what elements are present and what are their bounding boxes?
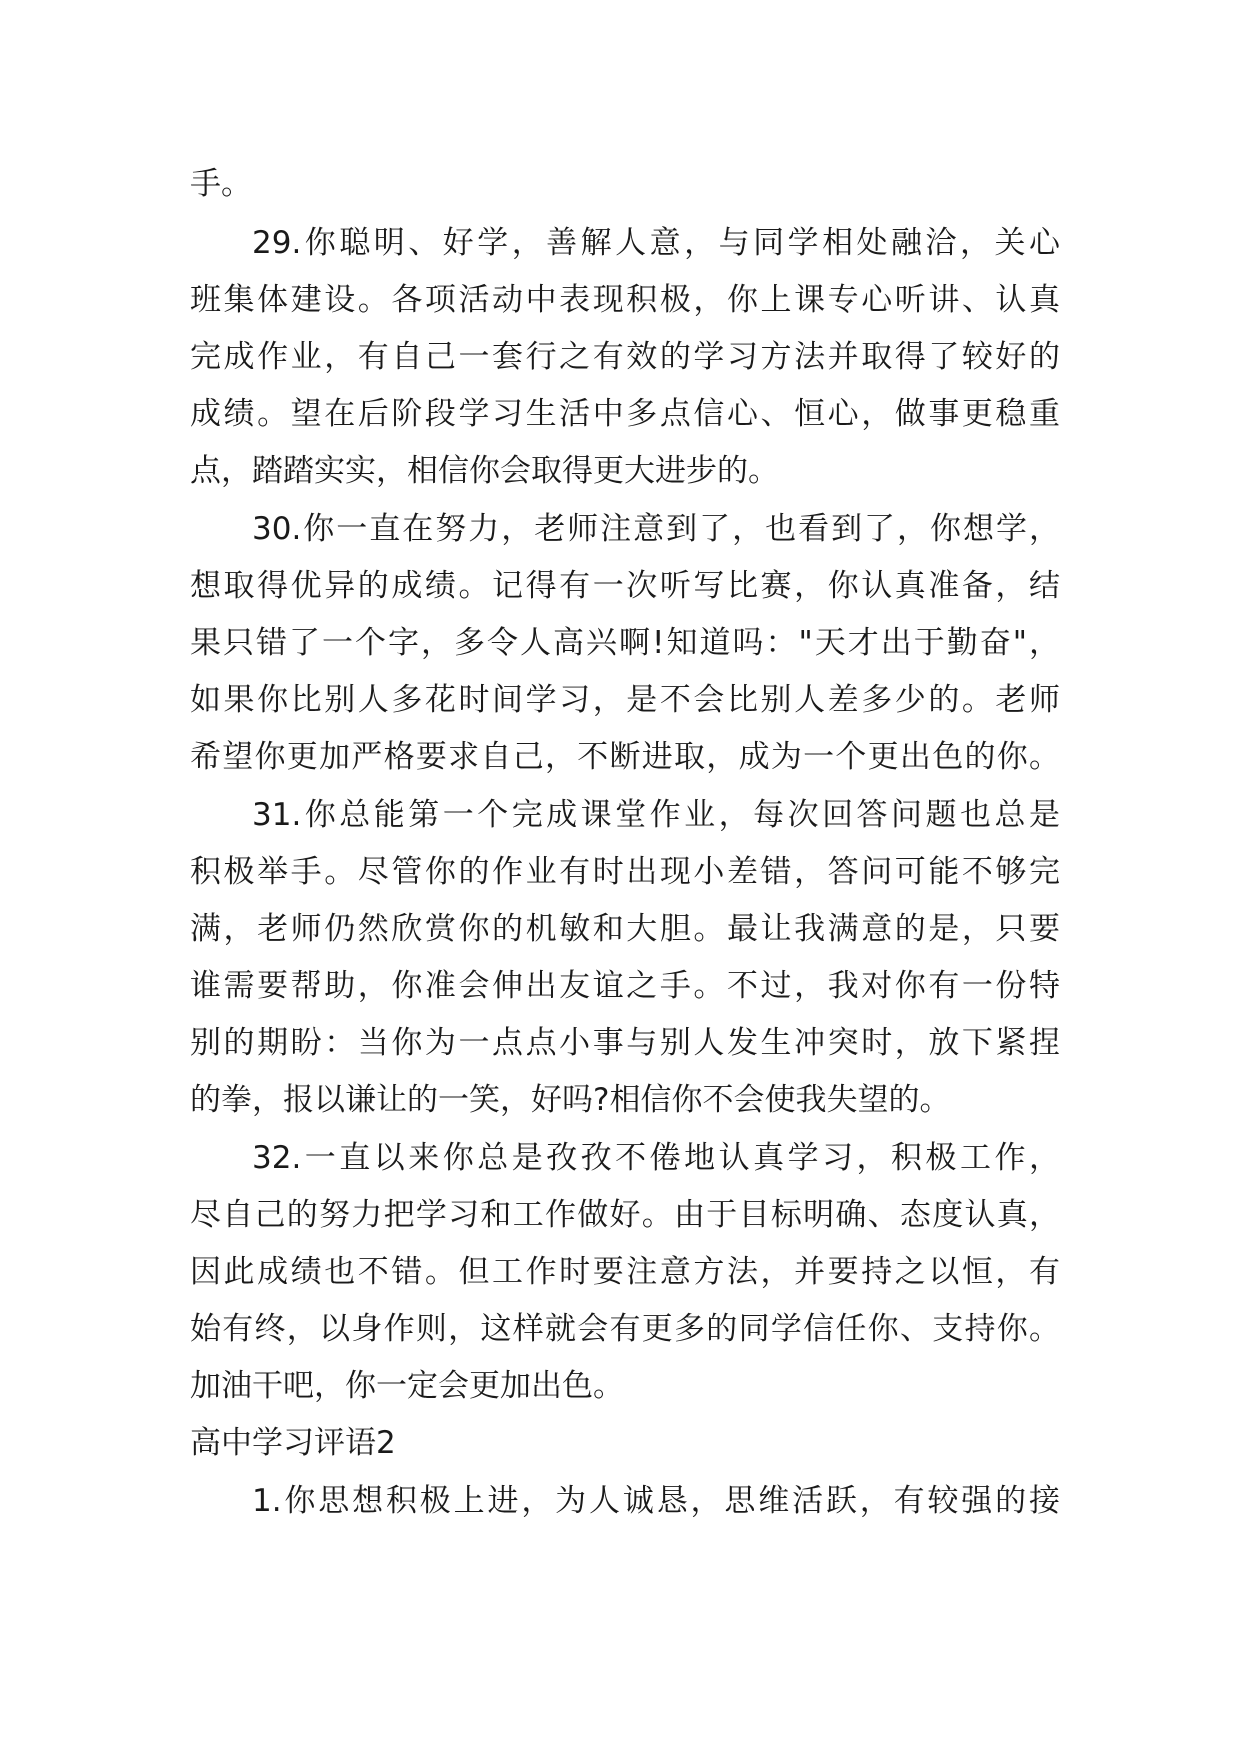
text-line: 成绩。望在后阶段学习生活中多点信心、恒心，做事更稳重 — [190, 396, 1060, 432]
text-line: 如果你比别人多花时间学习，是不会比别人差多少的。老师 — [190, 682, 1060, 718]
text-line: 手。 — [190, 166, 252, 202]
paragraph-1-start: 1.你思想积极上进，为人诚恳，思维活跃，有较强的接 — [252, 1483, 1060, 1519]
text-line: 完成作业，有自己一套行之有效的学习方法并取得了较好的 — [190, 339, 1060, 375]
text-line: 积极举手。尽管你的作业有时出现小差错，答问可能不够完 — [190, 854, 1060, 890]
text-line: 班集体建设。各项活动中表现积极，你上课专心听讲、认真 — [190, 282, 1060, 318]
paragraph-32-start: 32.一直以来你总是孜孜不倦地认真学习，积极工作， — [252, 1140, 1060, 1176]
text-line: 想取得优异的成绩。记得有一次听写比赛，你认真准备，结 — [190, 568, 1060, 604]
section-heading: 高中学习评语2 — [190, 1425, 396, 1461]
text-line: 尽自己的努力把学习和工作做好。由于目标明确、态度认真， — [190, 1197, 1060, 1233]
text-line: 希望你更加严格要求自己，不断进取，成为一个更出色的你。 — [190, 739, 1060, 775]
text-line: 果只错了一个字，多令人高兴啊!知道吗："天才出于勤奋"， — [190, 625, 1060, 661]
text-line: 始有终，以身作则，这样就会有更多的同学信任你、支持你。 — [190, 1311, 1060, 1347]
paragraph-29-start: 29.你聪明、好学，善解人意，与同学相处融洽，关心 — [252, 225, 1060, 261]
text-line: 满，老师仍然欣赏你的机敏和大胆。最让我满意的是，只要 — [190, 911, 1060, 947]
text-line: 点，踏踏实实，相信你会取得更大进步的。 — [190, 453, 779, 489]
text-line: 的拳，报以谦让的一笑，好吗?相信你不会使我失望的。 — [190, 1082, 951, 1118]
text-line: 谁需要帮助，你准会伸出友谊之手。不过，我对你有一份特 — [190, 968, 1060, 1004]
text-line: 因此成绩也不错。但工作时要注意方法，并要持之以恒，有 — [190, 1254, 1060, 1290]
paragraph-31-start: 31.你总能第一个完成课堂作业，每次回答问题也总是 — [252, 797, 1060, 833]
text-line: 别的期盼：当你为一点点小事与别人发生冲突时，放下紧捏 — [190, 1025, 1060, 1061]
text-line: 加油干吧，你一定会更加出色。 — [190, 1368, 624, 1404]
paragraph-30-start: 30.你一直在努力，老师注意到了，也看到了，你想学， — [252, 511, 1060, 547]
